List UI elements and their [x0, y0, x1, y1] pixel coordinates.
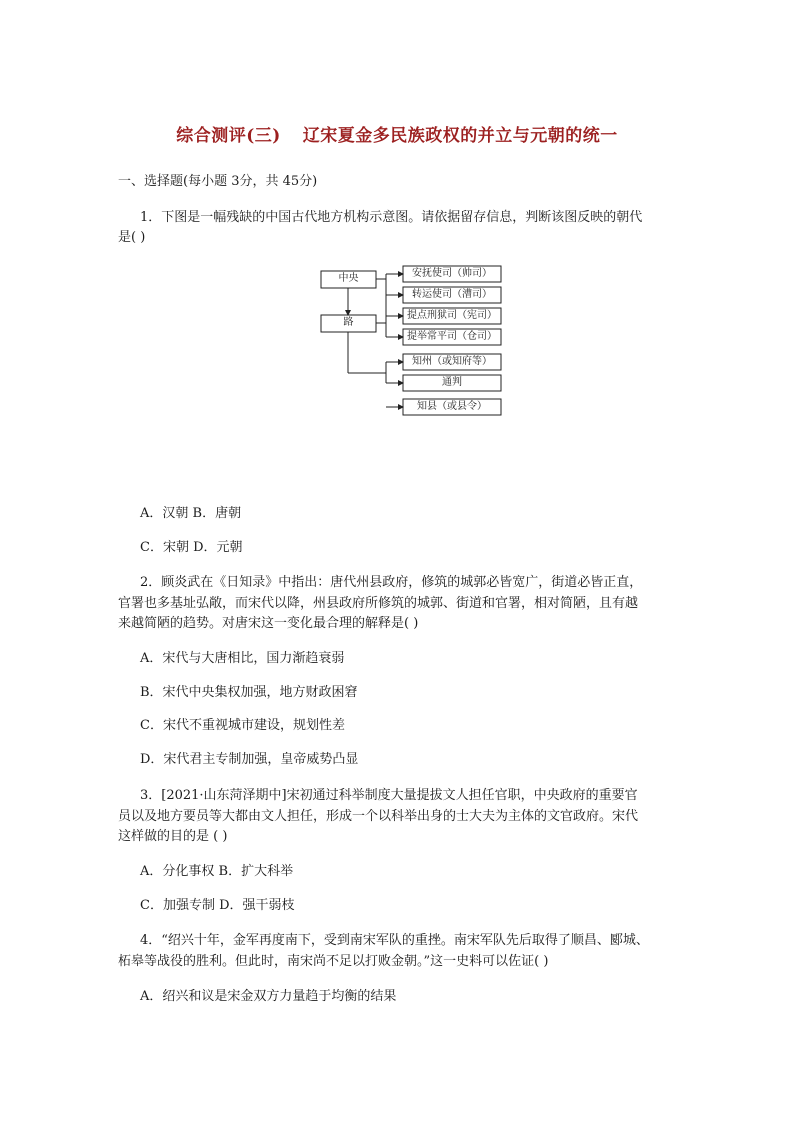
title-part-a: 综合测评(三)	[176, 126, 281, 146]
section-heading: 一、选择题(每小题 3分，共 45分)	[118, 174, 318, 189]
q3-option-cd: C．加强专制 D．强干弱枝	[140, 898, 295, 913]
q4-option-a: A．绍兴和议是宋金双方力量趋于均衡的结果	[140, 989, 397, 1004]
q2-option-d: D．宋代君主专制加强，皇帝威势凸显	[140, 752, 359, 767]
center-label: 中央	[338, 273, 359, 284]
q2-option-c: C．宋代不重视城市建设，规划性差	[140, 718, 345, 733]
title-part-b: 辽宋夏金多民族政权的并立与元朝的统一	[302, 126, 618, 146]
box-label-anfu: 安抚使司（帅司）	[412, 268, 492, 279]
q4-stem-line1: 4．“绍兴十年，金军再度南下，受到南宋军队的重挫。南宋军队先后取得了顺昌、郾城、	[140, 933, 649, 948]
q1-stem-line1: 1．下图是一幅残缺的中国古代地方机构示意图。请依据留存信息，判断该图反映的朝代	[140, 210, 643, 225]
q4-stem-line2: 柘皋等战役的胜利。但此时，南宋尚不足以打败金朝。”这一史料可以佐证( )	[118, 954, 549, 969]
q3-stem-line2: 员以及地方要员等大都由文人担任，形成一个以科举出身的士大夫为主体的文官政府。宋代	[118, 809, 639, 824]
q2-stem-line2: 官署也多基址弘敞，而宋代以降，州县政府所修筑的城郭、街道和官署，相对简陋，且有越	[118, 596, 639, 611]
q1-stem-line2: 是( )	[118, 230, 146, 245]
q3-option-ab: A．分化事权 B．扩大科举	[140, 864, 294, 879]
q3-stem-line1: 3．[2021·山东菏泽期中]宋初通过科举制度大量提拔文人担任官职，中央政府的重要官	[140, 788, 638, 803]
box-label-zhuanyun: 转运使司（漕司）	[412, 289, 492, 300]
box-label-zhizhou: 知州（或知府等）	[412, 356, 492, 367]
box-label-tongpan: 通判	[442, 377, 462, 388]
road-label: 路	[343, 317, 354, 328]
q2-stem-line3: 来越简陋的趋势。对唐宋这一变化最合理的解释是( )	[118, 616, 419, 631]
box-label-tiju: 提举常平司（仓司）	[407, 331, 497, 342]
box-label-zhixian: 知县（或县令）	[417, 401, 487, 412]
q2-stem-line1: 2．顾炎武在《日知录》中指出：唐代州县政府，修筑的城郭必皆宽广，街道必皆正直，	[140, 575, 643, 590]
q2-option-a: A．宋代与大唐相比，国力渐趋衰弱	[140, 651, 345, 666]
q2-option-b: B．宋代中央集权加强，地方财政困窘	[140, 685, 358, 700]
q1-option-ab: A．汉朝 B．唐朝	[140, 506, 242, 521]
document-title	[0, 121, 794, 146]
box-label-tidian: 提点刑狱司（宪司）	[407, 310, 497, 321]
q1-option-cd: C．宋朝 D．元朝	[140, 540, 243, 555]
q3-stem-line3: 这样做的目的是 ( )	[118, 829, 228, 844]
